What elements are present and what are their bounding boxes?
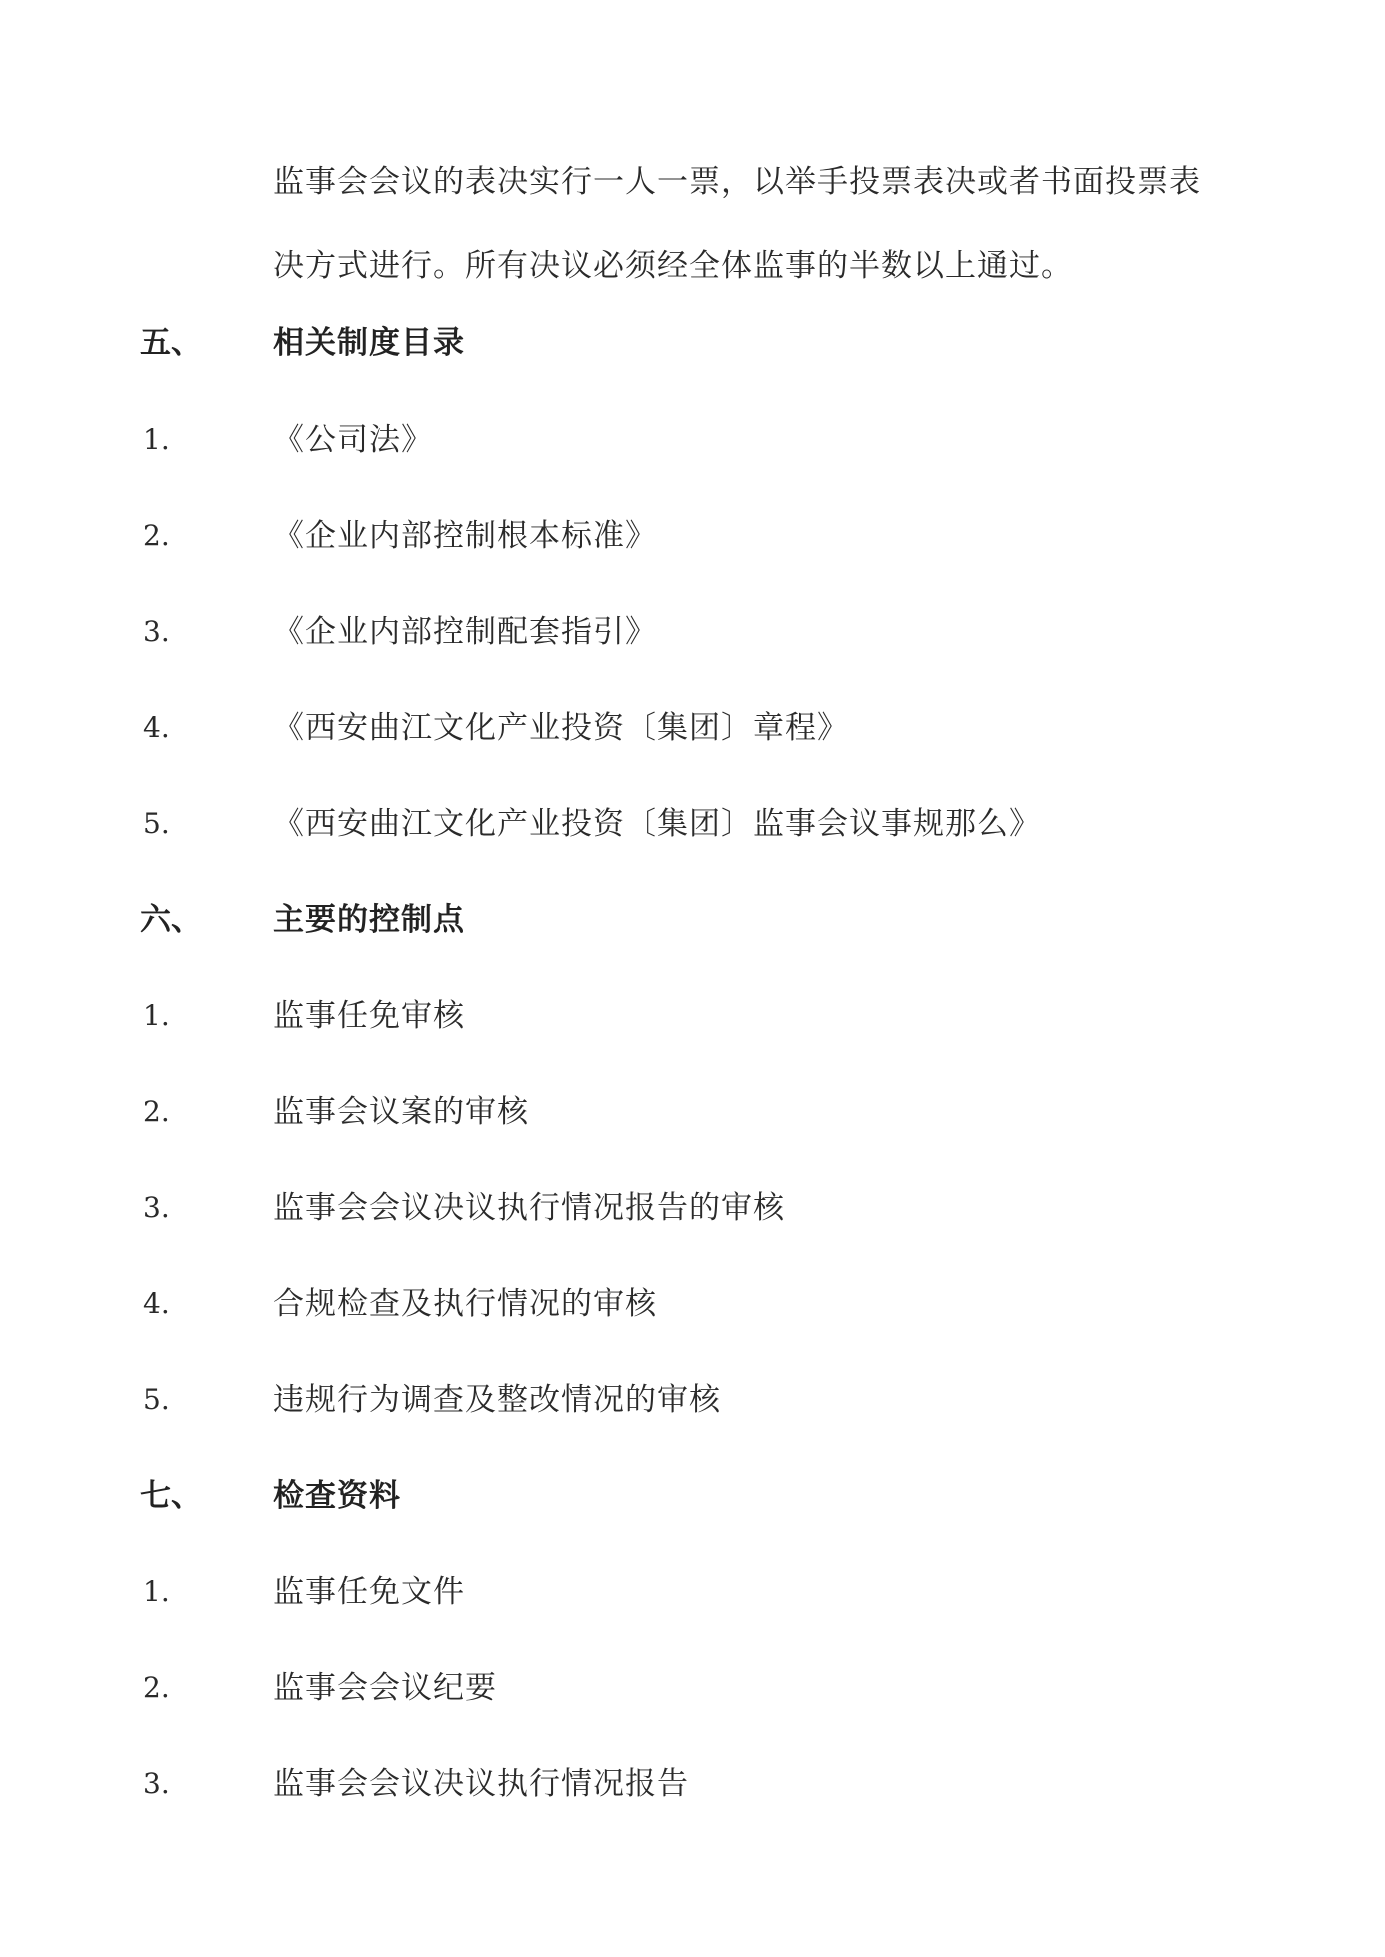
list-item-number: 3. bbox=[143, 1767, 170, 1800]
list-item bbox=[0, 1087, 1385, 1137]
list-item-text: 合规检查及执行情况的审核 bbox=[273, 1286, 657, 1322]
list-item-number: 1. bbox=[143, 1575, 170, 1608]
list-item-text: 《西安曲江文化产业投资〔集团〕监事会议事规那么》 bbox=[273, 806, 1041, 842]
list-item-number: 1. bbox=[143, 423, 170, 456]
intro-line-2: 决方式进行。所有决议必须经全体监事的半数以上通过。 bbox=[273, 248, 1073, 284]
section-number: 六、 bbox=[140, 902, 202, 938]
list-item bbox=[0, 1279, 1385, 1329]
list-item bbox=[0, 1567, 1385, 1617]
section-number: 七、 bbox=[140, 1478, 202, 1514]
list-item bbox=[0, 1183, 1385, 1233]
list-item bbox=[0, 991, 1385, 1041]
list-item bbox=[0, 703, 1385, 753]
list-item bbox=[0, 1375, 1385, 1425]
list-item bbox=[0, 415, 1385, 465]
list-item-text: 监事会议案的审核 bbox=[273, 1094, 529, 1130]
list-item-text: 《公司法》 bbox=[273, 422, 433, 458]
section-heading-7 bbox=[0, 1471, 1385, 1521]
list-item-number: 4. bbox=[143, 711, 170, 744]
list-item-number: 3. bbox=[143, 615, 170, 648]
list-item bbox=[0, 1663, 1385, 1713]
list-item-text: 《西安曲江文化产业投资〔集团〕章程》 bbox=[273, 710, 849, 746]
list-item-text: 监事会会议纪要 bbox=[273, 1670, 497, 1706]
list-item bbox=[0, 1759, 1385, 1809]
section-title: 检查资料 bbox=[273, 1478, 401, 1514]
list-item-text: 监事会会议决议执行情况报告的审核 bbox=[273, 1190, 785, 1226]
section-title: 主要的控制点 bbox=[273, 902, 465, 938]
list-item bbox=[0, 607, 1385, 657]
section-number: 五、 bbox=[140, 325, 202, 361]
list-item-number: 5. bbox=[143, 1383, 170, 1416]
list-item-number: 2. bbox=[143, 519, 170, 552]
list-item-text: 违规行为调查及整改情况的审核 bbox=[273, 1382, 721, 1418]
section-heading-6 bbox=[0, 895, 1385, 945]
intro-paragraph bbox=[273, 140, 1233, 308]
list-item-number: 4. bbox=[143, 1287, 170, 1320]
list-item-number: 1. bbox=[143, 999, 170, 1032]
list-item-text: 监事任免文件 bbox=[273, 1574, 465, 1610]
list-item-text: 《企业内部控制根本标准》 bbox=[273, 518, 657, 554]
list-item bbox=[0, 799, 1385, 849]
intro-line-1: 监事会会议的表决实行一人一票，以举手投票表决或者书面投票表 bbox=[273, 164, 1201, 200]
list-item-text: 监事任免审核 bbox=[273, 998, 465, 1034]
section-heading-5 bbox=[0, 318, 1385, 368]
list-item-number: 5. bbox=[143, 807, 170, 840]
list-item bbox=[0, 511, 1385, 561]
list-item-number: 2. bbox=[143, 1095, 170, 1128]
list-item-text: 《企业内部控制配套指引》 bbox=[273, 614, 657, 650]
section-title: 相关制度目录 bbox=[273, 325, 465, 361]
list-item-number: 2. bbox=[143, 1671, 170, 1704]
list-item-number: 3. bbox=[143, 1191, 170, 1224]
list-item-text: 监事会会议决议执行情况报告 bbox=[273, 1766, 689, 1802]
